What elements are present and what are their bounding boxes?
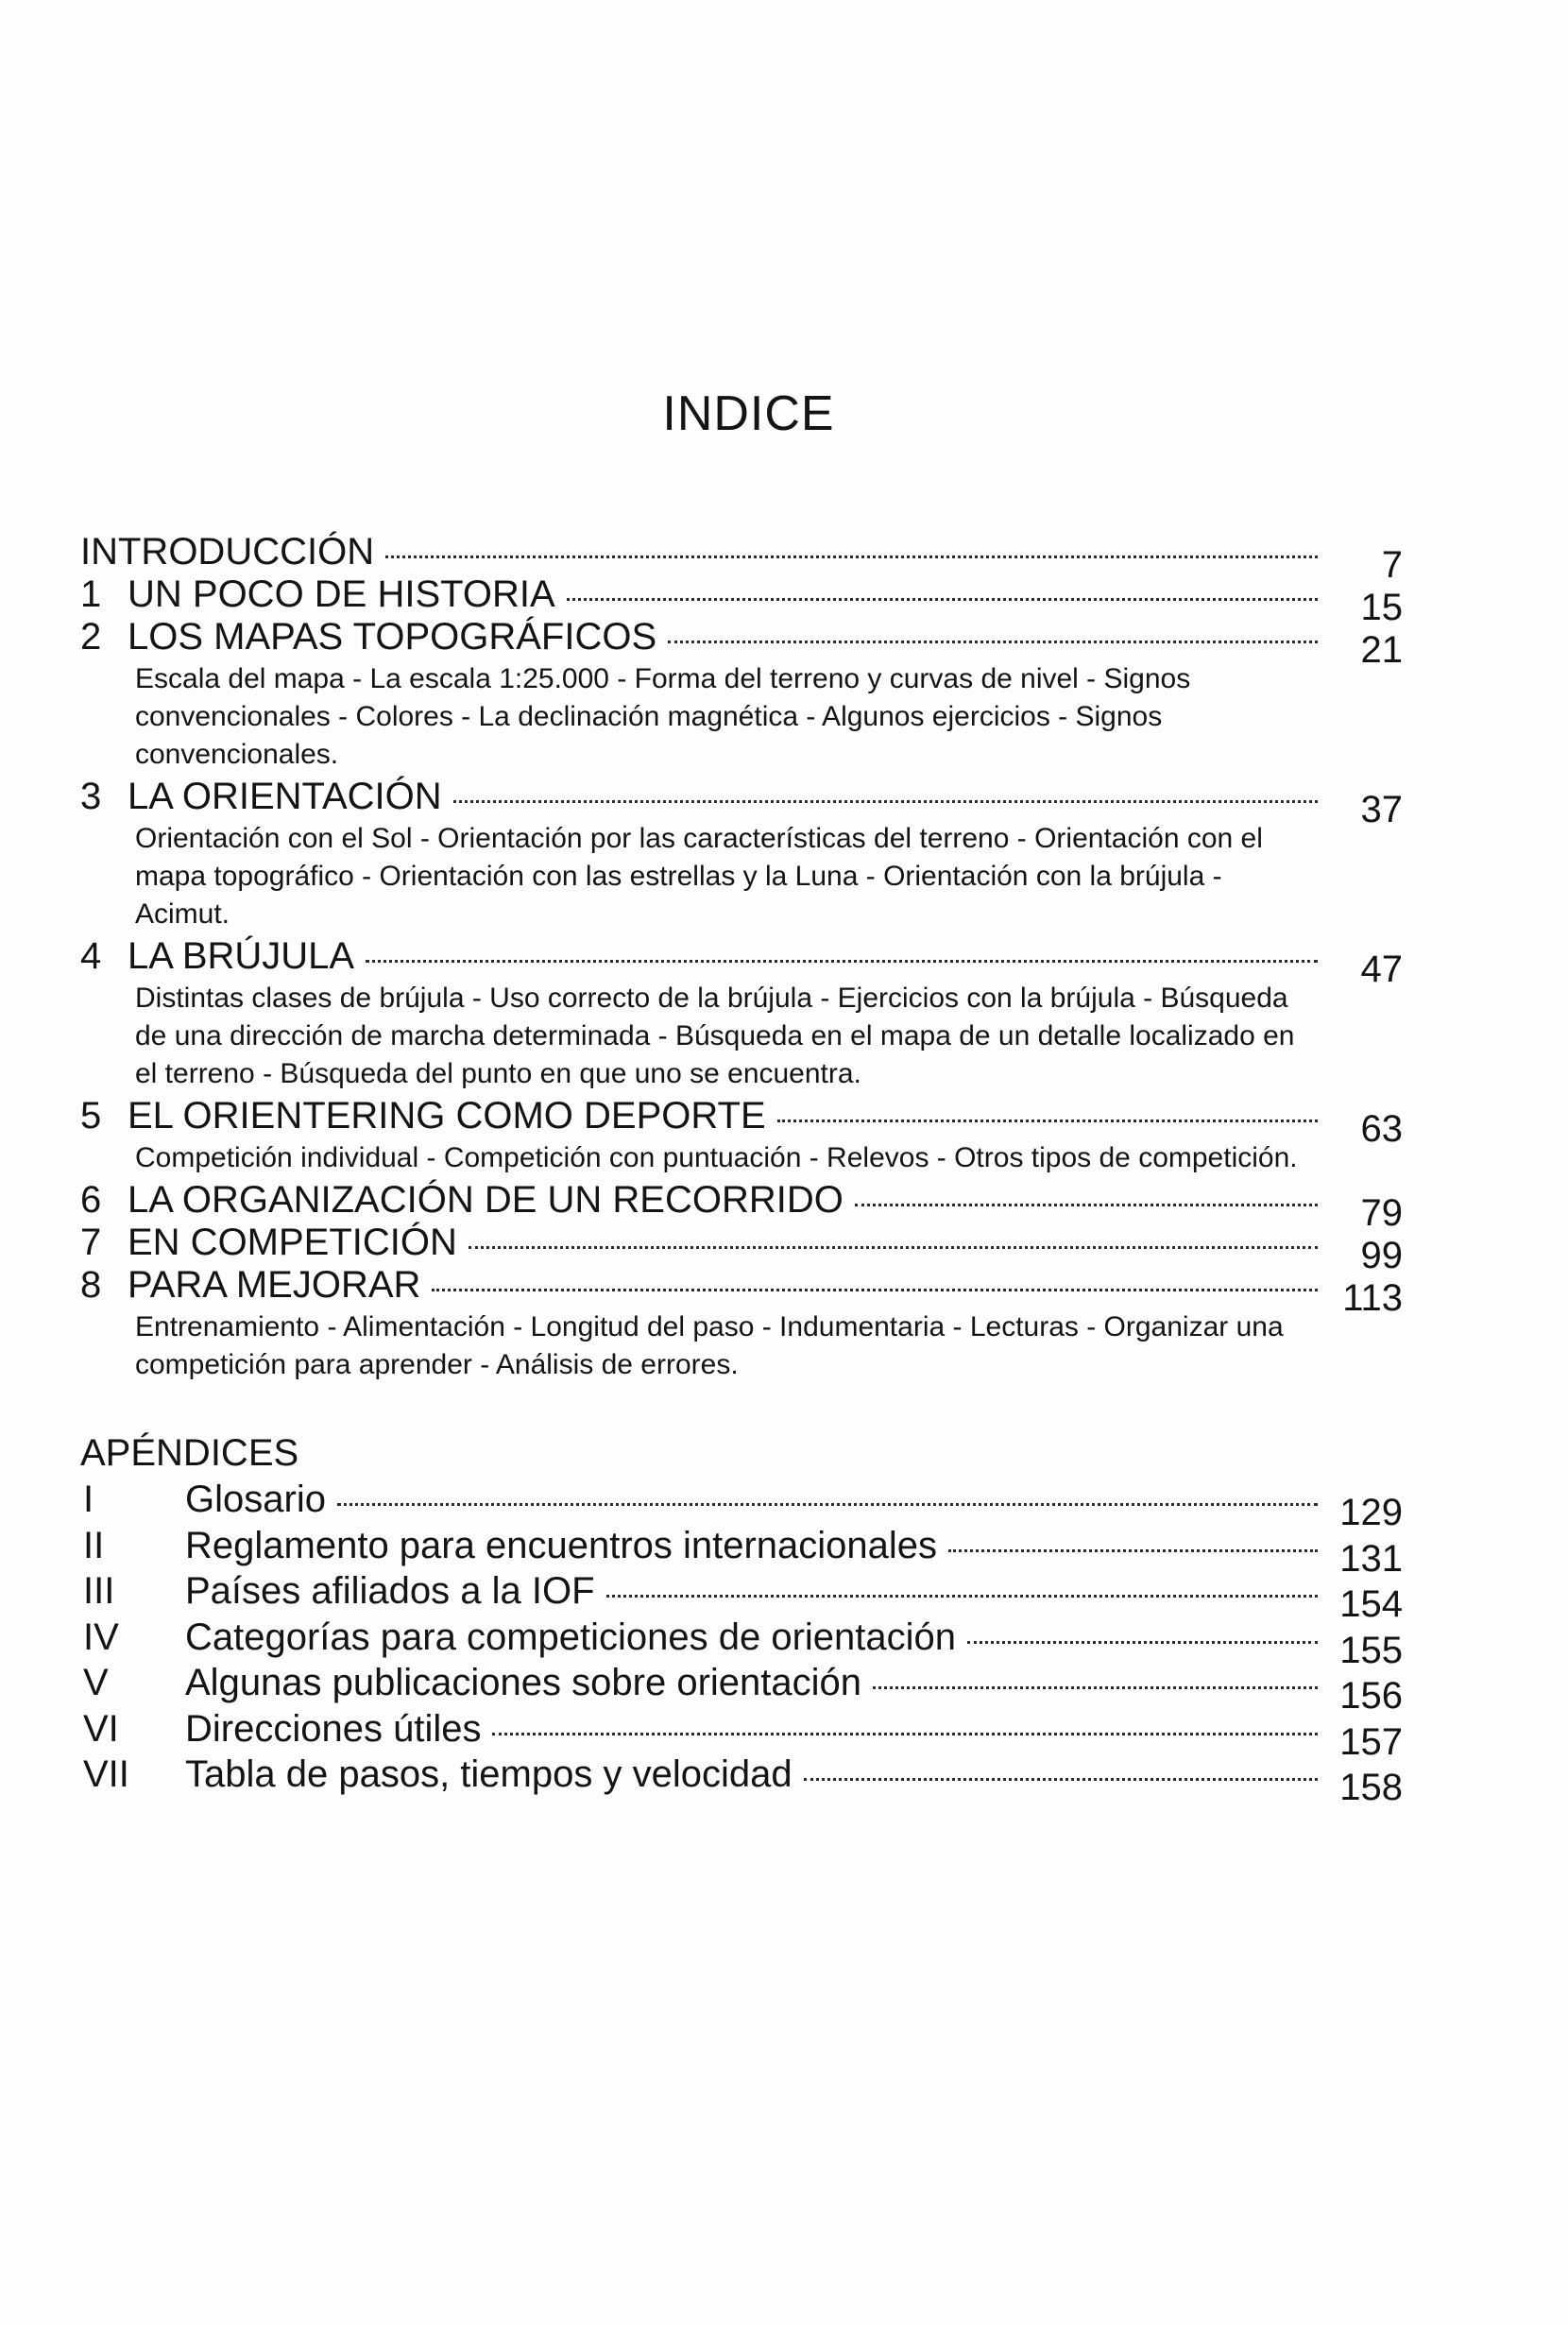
chapter-number: 4	[80, 935, 102, 977]
dot-leader	[668, 641, 1318, 643]
dot-leader	[967, 1641, 1318, 1644]
chapter-number: 1	[80, 573, 102, 615]
appendix-number: IV	[83, 1616, 119, 1658]
chapter-title: EN COMPETICIÓN	[128, 1222, 457, 1263]
chapter-number: 7	[80, 1222, 102, 1263]
dot-leader	[606, 1595, 1318, 1598]
appendix-number: VI	[83, 1707, 119, 1750]
page-number: 21	[1360, 629, 1403, 671]
page-number: 129	[1339, 1492, 1403, 1533]
toc-entry	[80, 531, 1403, 586]
appendix-title: Reglamento para encuentros internacionales	[185, 1524, 938, 1566]
chapter-subtopics: Escala del mapa - La escala 1:25.000 - Forma del terreno y curvas de nivel - Signos convencionales - Colores - La declinación magnética - Algunos ejercicios - Signos convencionales.	[135, 663, 1191, 770]
page-number: 113	[1342, 1277, 1403, 1319]
dot-leader	[366, 960, 1318, 963]
chapter-number: 2	[80, 616, 102, 658]
page-number: 99	[1360, 1235, 1403, 1276]
chapter-subtopics: Competición individual - Competición con puntuación - Relevos - Otros tipos de competición.	[135, 1142, 1298, 1173]
dot-leader	[385, 556, 1318, 558]
chapter-number: 3	[80, 776, 102, 817]
dot-leader	[453, 800, 1318, 803]
chapter-title: INTRODUCCIÓN	[80, 531, 375, 573]
dot-leader	[777, 1120, 1318, 1122]
appendix-entry	[80, 1706, 1403, 1763]
toc-entry	[80, 935, 1403, 990]
appendices-heading: APÉNDICES	[80, 1432, 299, 1474]
chapter-title: LOS MAPAS TOPOGRÁFICOS	[128, 616, 657, 658]
chapter-subtopics: Entrenamiento - Alimentación - Longitud del paso - Indumentaria - Lecturas - Organizar una competición para aprender - Análisis de errores.	[135, 1311, 1284, 1380]
dot-leader	[804, 1778, 1318, 1781]
toc-entry	[80, 776, 1403, 830]
toc-entry	[80, 573, 1403, 628]
dot-leader	[432, 1289, 1318, 1291]
page-title: INDICE	[662, 386, 835, 441]
toc-entry	[80, 1222, 1403, 1276]
dot-leader	[492, 1733, 1318, 1735]
toc-entry	[80, 1179, 1403, 1234]
chapter-title: UN POCO DE HISTORIA	[128, 573, 555, 615]
appendix-number: III	[83, 1570, 115, 1612]
dot-leader	[567, 598, 1318, 601]
toc-entry	[80, 1264, 1403, 1319]
appendix-entry	[80, 1660, 1403, 1717]
appendix-title: Direcciones útiles	[185, 1707, 482, 1750]
table-of-contents	[80, 531, 1403, 1808]
dot-leader	[948, 1549, 1318, 1552]
page-number: 47	[1360, 949, 1403, 990]
page-number: 157	[1339, 1720, 1403, 1763]
appendix-title: Tabla de pasos, tiempos y velocidad	[185, 1753, 793, 1795]
chapter-title: LA BRÚJULA	[128, 935, 355, 977]
appendix-number: II	[83, 1524, 105, 1566]
toc-entry	[80, 616, 1403, 671]
dot-leader	[873, 1686, 1318, 1689]
appendix-number: I	[83, 1479, 94, 1520]
chapter-number: 6	[80, 1179, 102, 1221]
appendix-number: VII	[83, 1753, 129, 1795]
page-number: 15	[1360, 587, 1403, 628]
chapter-list	[80, 531, 1403, 1384]
page-number: 155	[1339, 1629, 1403, 1671]
appendix-title: Categorías para competiciones de orientación	[185, 1616, 957, 1658]
appendix-entry	[80, 1523, 1403, 1580]
appendix-title: Algunas publicaciones sobre orientación	[185, 1662, 862, 1703]
page-number: 131	[1339, 1537, 1403, 1580]
dot-leader	[855, 1204, 1318, 1206]
appendix-entry	[80, 1477, 1403, 1533]
chapter-subtopics: Distintas clases de brújula - Uso correcto de la brújula - Ejercicios con la brújula - Búsqueda de una dirección de marcha determinada - Búsqueda en el mapa de un detalle localizado en el terreno - Búsqueda del punto en que uno se encuentra.	[135, 983, 1295, 1089]
toc-entry	[80, 1095, 1403, 1150]
appendix-entry	[80, 1615, 1403, 1671]
appendix-number: V	[83, 1662, 109, 1703]
page-number: 79	[1360, 1192, 1403, 1234]
dot-leader	[337, 1503, 1318, 1506]
page-number: 156	[1339, 1675, 1403, 1717]
appendix-title: Glosario	[185, 1479, 326, 1520]
page-number: 158	[1339, 1767, 1403, 1808]
chapter-title: LA ORIENTACIÓN	[128, 776, 442, 817]
appendix-title: Países afiliados a la IOF	[185, 1570, 595, 1612]
chapter-title: PARA MEJORAR	[128, 1264, 421, 1306]
chapter-number: 8	[80, 1264, 102, 1306]
dot-leader	[469, 1246, 1318, 1249]
chapter-title: LA ORGANIZACIÓN DE UN RECORRIDO	[128, 1179, 844, 1221]
chapter-title: EL ORIENTERING COMO DEPORTE	[128, 1095, 766, 1137]
chapter-number: 5	[80, 1095, 102, 1137]
appendix-entry	[80, 1568, 1403, 1625]
chapter-subtopics: Orientación con el Sol - Orientación por las características del terreno - Orientación con el mapa topográfico - Orientación con las estrellas y la Luna - Orientación con la brújula - Acimut.	[135, 823, 1263, 930]
page-number: 7	[1381, 544, 1403, 586]
appendix-entry	[80, 1752, 1403, 1808]
appendix-list	[80, 1477, 1403, 1808]
page-number: 37	[1360, 789, 1403, 830]
page-number: 63	[1360, 1108, 1403, 1150]
page-number: 154	[1339, 1583, 1403, 1625]
